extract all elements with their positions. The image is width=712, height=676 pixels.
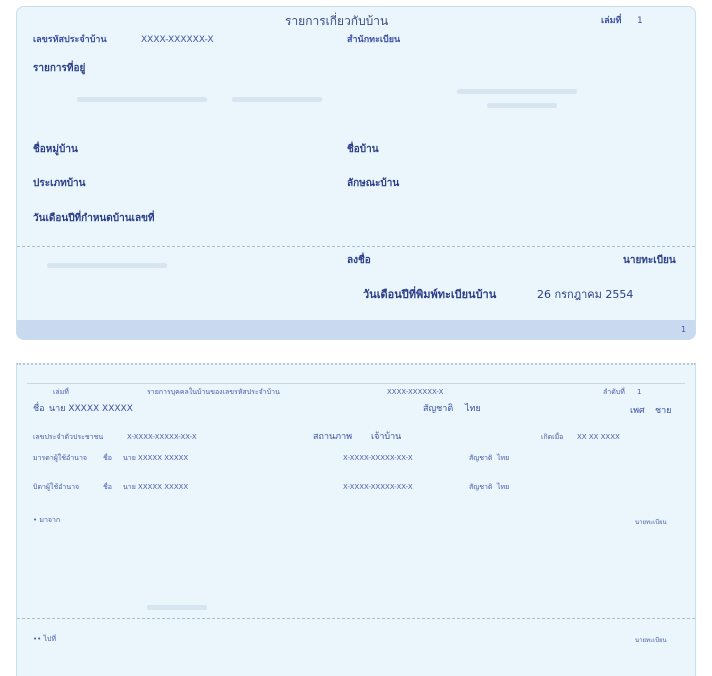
section-divider xyxy=(17,246,695,247)
person-details-card xyxy=(16,363,696,676)
card-footer-bar xyxy=(17,320,695,339)
name-value: นาย XXXXX XXXXX xyxy=(49,404,133,414)
book-number: 1 xyxy=(637,16,643,26)
mother-nationality-value: ไทย xyxy=(497,454,510,462)
address-label: รายการที่อยู่ xyxy=(33,63,86,74)
registrar-label: นายทะเบียน xyxy=(623,255,676,266)
house-style-label: ลักษณะบ้าน xyxy=(347,178,400,189)
registrar-office-label: สำนักทะเบียน xyxy=(347,35,401,45)
print-date-value: 26 กรกฎาคม 2554 xyxy=(537,288,634,301)
father-name-label: ชื่อ xyxy=(103,483,112,491)
mother-name-value: นาย XXXXX XXXXX xyxy=(123,454,189,462)
card-title: รายการบุคคลในบ้านของเลขรหัสประจำบ้าน xyxy=(147,388,280,396)
number-date-label: วันเดือนปีที่กำหนดบ้านเลขที่ xyxy=(33,213,155,224)
faint-bleed-mark xyxy=(487,103,557,108)
nationality-label: สัญชาติ xyxy=(423,404,454,414)
seq-label: ลำดับที่ xyxy=(603,388,625,396)
top-rule xyxy=(27,383,685,384)
father-label: บิดาผู้ใช้อำนาจ xyxy=(33,483,80,491)
sex-label: เพศ xyxy=(630,406,645,416)
mother-id-value: X-XXXX-XXXXX-XX-X xyxy=(343,454,413,462)
print-date-label: วันเดือนปีที่พิมพ์ทะเบียนบ้าน xyxy=(363,288,497,301)
id-value: X-XXXX-XXXXX-XX-X xyxy=(127,433,197,441)
father-nationality-value: ไทย xyxy=(497,483,510,491)
mother-label: มารดาผู้ใช้อำนาจ xyxy=(33,454,88,462)
house-details-card xyxy=(16,6,696,340)
nationality-value: ไทย xyxy=(465,404,481,414)
birth-label: เกิดเมื่อ xyxy=(541,433,564,441)
book-label: เล่มที่ xyxy=(53,388,69,396)
father-nationality-label: สัญชาติ xyxy=(469,483,493,491)
sign-label: ลงชื่อ xyxy=(347,255,371,266)
house-code-value: XXXX-XXXXXX-X xyxy=(387,388,444,396)
faint-bleed-mark xyxy=(77,97,207,102)
mother-nationality-label: สัญชาติ xyxy=(469,454,493,462)
status-label: สถานภาพ xyxy=(313,432,353,442)
father-name-value: นาย XXXXX XXXXX xyxy=(123,483,189,491)
seq-value: 1 xyxy=(637,388,642,396)
moved-to-note: •• ไปที่ xyxy=(33,635,57,643)
house-name-label: ชื่อบ้าน xyxy=(347,144,379,155)
sex-value: ชาย xyxy=(655,406,672,416)
name-label: ชื่อ xyxy=(33,404,45,414)
father-id-value: X-XXXX-XXXXX-XX-X xyxy=(343,483,413,491)
id-label: เลขประจำตัวประชาชน xyxy=(33,433,104,441)
book-label: เล่มที่ xyxy=(601,16,622,26)
section-divider xyxy=(17,618,695,619)
moved-from-registrar: นายทะเบียน xyxy=(635,519,667,526)
faint-bleed-mark xyxy=(147,605,207,610)
moved-from-note: • มาจาก xyxy=(33,516,61,524)
page-number: 1 xyxy=(681,325,687,334)
status-value: เจ้าบ้าน xyxy=(371,432,402,442)
house-code-label: เลขรหัสประจำบ้าน xyxy=(33,35,107,45)
card-title: รายการเกี่ยวกับบ้าน xyxy=(285,14,389,28)
house-code-value: XXXX-XXXXXX-X xyxy=(141,35,214,45)
faint-bleed-mark xyxy=(232,97,322,102)
moved-to-registrar: นายทะเบียน xyxy=(635,637,667,644)
faint-bleed-mark xyxy=(47,263,167,268)
house-type-label: ประเภทบ้าน xyxy=(33,178,86,189)
faint-bleed-mark xyxy=(457,89,577,94)
village-label: ชื่อหมู่บ้าน xyxy=(33,144,78,155)
mother-name-label: ชื่อ xyxy=(103,454,112,462)
birth-value: XX XX XXXX xyxy=(577,433,620,441)
